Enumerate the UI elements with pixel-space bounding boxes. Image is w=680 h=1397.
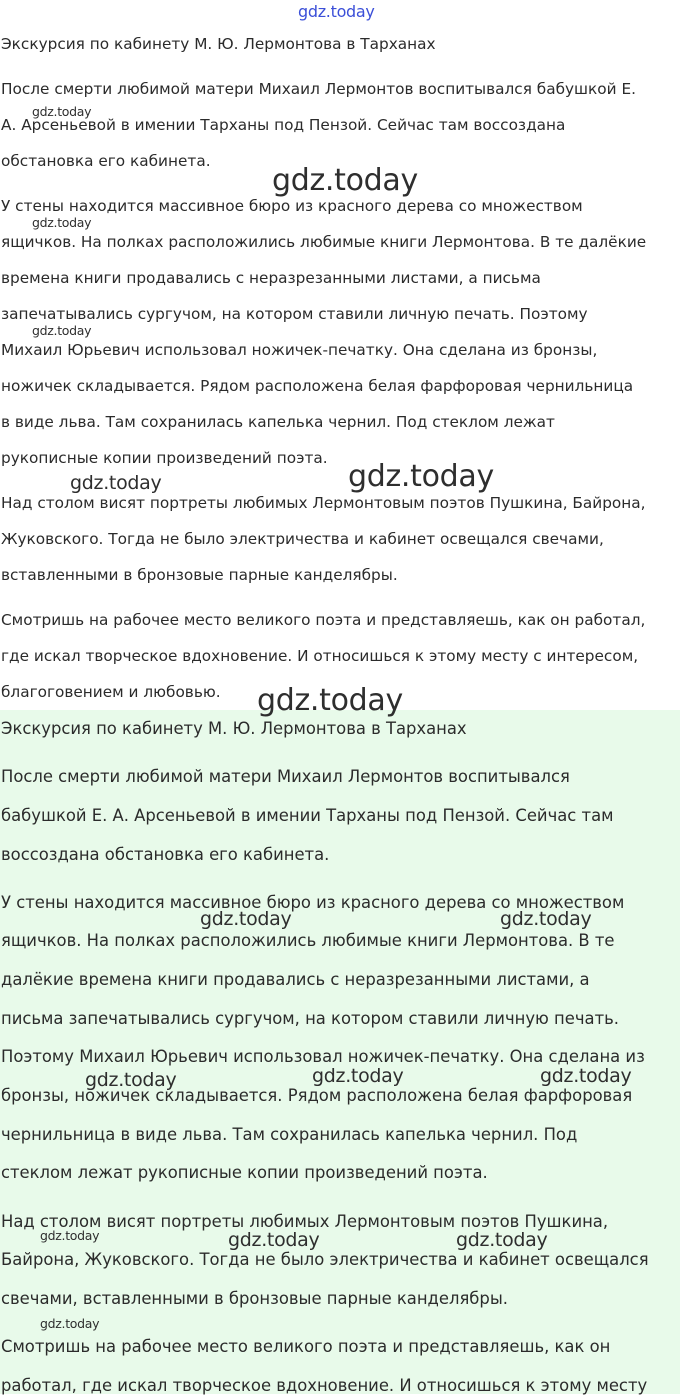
watermark: gdz.today	[200, 908, 292, 930]
watermark: gdz.today	[500, 908, 592, 930]
text-line: времена книги продавались с неразрезанными листами, а письма	[1, 269, 541, 287]
page-title: Экскурсия по кабинету М. Ю. Лермонтова в Тарханах	[1, 35, 436, 53]
text-line: У стены находится массивное бюро из красного дерева со множеством	[1, 893, 625, 912]
watermark: gdz.today	[272, 163, 418, 198]
text-line: далёкие времена книги продавались с неразрезанными листами, а	[1, 970, 590, 989]
text-line: Поэтому Михаил Юрьевич использовал ножичек-печатку. Она сделана из	[1, 1047, 645, 1066]
text-line: После смерти любимой матери Михаил Лермонтов воспитывался бабушкой Е.	[1, 80, 636, 98]
answer-text-highlighted	[0, 710, 680, 1394]
text-line: вставленными в бронзовые парные канделябры.	[1, 566, 398, 584]
watermark: gdz.today	[456, 1229, 548, 1251]
text-line: Байрона, Жуковского. Тогда не было электричества и кабинет освещался	[1, 1250, 649, 1269]
watermark: gdz.today	[257, 683, 403, 718]
text-line: в виде льва. Там сохранилась капелька чернил. Под стеклом лежат	[1, 413, 555, 431]
text-line: А. Арсеньевой в имении Тарханы под Пензой. Сейчас там воссоздана	[1, 116, 566, 134]
text-line: воссоздана обстановка его кабинета.	[1, 845, 330, 864]
text-line: У стены находится массивное бюро из красного дерева со множеством	[1, 197, 583, 215]
text-line: Михаил Юрьевич использовал ножичек-печатку. Она сделана из бронзы,	[1, 341, 598, 359]
watermark: gdz.today	[40, 1316, 100, 1331]
text-line: стеклом лежат рукописные копии произведений поэта.	[1, 1163, 488, 1182]
text-line: работал, где искал творческое вдохновение. И относишься к этому месту	[1, 1376, 648, 1395]
watermark: gdz.today	[40, 1228, 100, 1243]
text-line: благоговением и любовью.	[1, 683, 221, 701]
watermark: gdz.today	[540, 1065, 632, 1087]
text-line: где искал творческое вдохновение. И относишься к этому месту с интересом,	[1, 647, 639, 665]
text-line: рукописные копии произведений поэта.	[1, 449, 328, 467]
text-line: После смерти любимой матери Михаил Лермонтов воспитывался	[1, 767, 570, 786]
text-line: свечами, вставленными в бронзовые парные канделябры.	[1, 1289, 508, 1308]
text-line: Смотришь на рабочее место великого поэта и представляешь, как он работал,	[1, 611, 646, 629]
text-line: Над столом висят портреты любимых Лермонтовым поэтов Пушкина, Байрона,	[1, 494, 646, 512]
text-line: обстановка его кабинета.	[1, 152, 211, 170]
watermark: gdz.today	[32, 323, 92, 338]
text-line: Жуковского. Тогда не было электричества и кабинет освещался свечами,	[1, 530, 604, 548]
watermark: gdz.today	[70, 472, 162, 494]
watermark: gdz.today	[85, 1069, 177, 1091]
watermark: gdz.today	[32, 104, 92, 119]
text-line: Смотришь на рабочее место великого поэта и представляешь, как он	[1, 1337, 611, 1356]
watermark: gdz.today	[312, 1065, 404, 1087]
text-line: бабушкой Е. А. Арсеньевой в имении Тарханы под Пензой. Сейчас там	[1, 806, 614, 825]
text-line: письма запечатывались сургучом, на котором ставили личную печать.	[1, 1009, 619, 1028]
watermark: gdz.today	[348, 459, 494, 494]
text-line: ящичков. На полках расположились любимые книги Лермонтова. В те	[1, 931, 615, 950]
site-logo-watermark: gdz.today	[298, 2, 375, 21]
text-line: ящичков. На полках расположились любимые книги Лермонтова. В те далёкие	[1, 233, 647, 251]
text-line: Над столом висят портреты любимых Лермонтовым поэтов Пушкина,	[1, 1212, 609, 1231]
watermark: gdz.today	[32, 215, 92, 230]
text-line: ножичек складывается. Рядом расположена белая фарфоровая чернильница	[1, 377, 634, 395]
text-line: чернильница в виде льва. Там сохранилась капелька чернил. Под	[1, 1125, 578, 1144]
text-line: бронзы, ножичек складывается. Рядом расположена белая фарфоровая	[1, 1086, 633, 1105]
section-title: Экскурсия по кабинету М. Ю. Лермонтова в Тарханах	[1, 719, 467, 738]
text-line: запечатывались сургучом, на котором ставили личную печать. Поэтому	[1, 305, 588, 323]
watermark: gdz.today	[228, 1229, 320, 1251]
